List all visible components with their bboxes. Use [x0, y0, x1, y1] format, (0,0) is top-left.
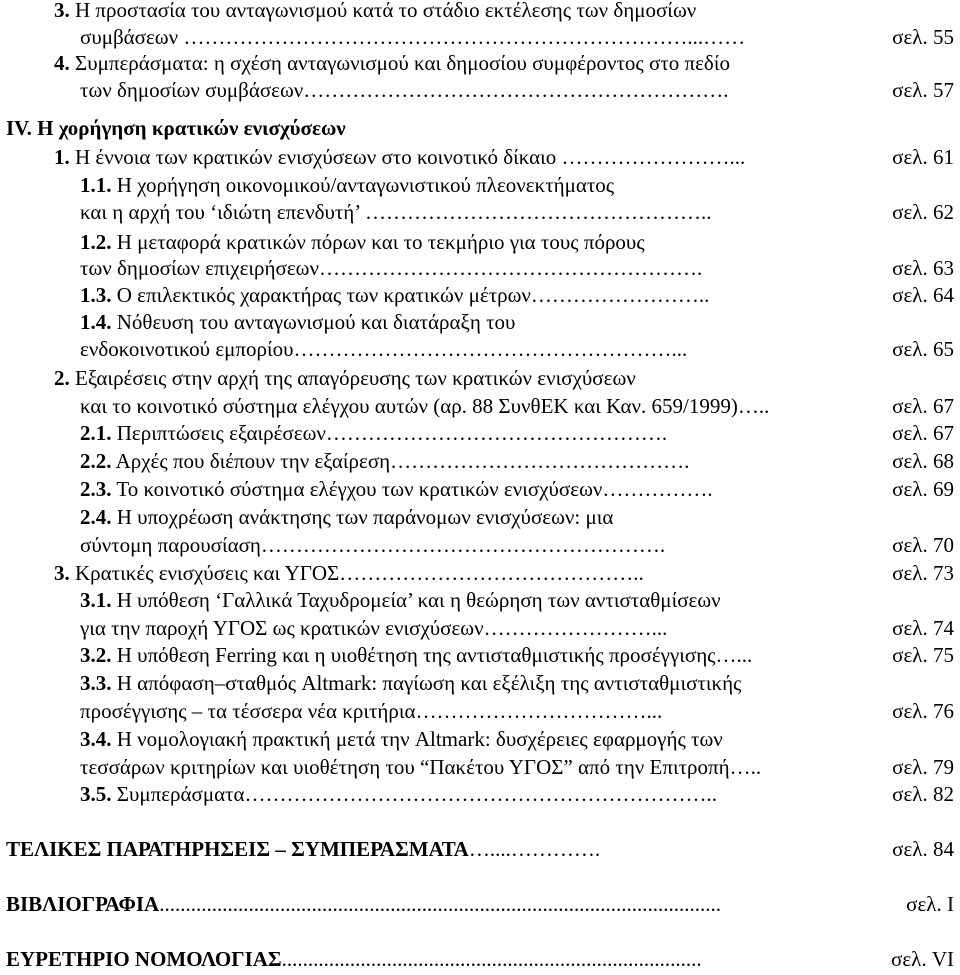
toc-entry-text: Η προστασία του ανταγωνισμού κατά το στάδιο εκτέλεσης των δημοσίων	[69, 0, 697, 22]
toc-case-law-index	[6, 947, 880, 971]
toc-entry	[80, 310, 515, 334]
toc-entry	[54, 561, 880, 585]
toc-page-number: σελ. 82	[892, 782, 954, 806]
toc-entry-number: 3.4.	[80, 727, 112, 751]
toc-entry-number: 1.	[54, 145, 70, 169]
toc-entry-number: 3.3.	[80, 671, 112, 695]
toc-entry-text: Η υποχρέωση ανάκτησης των παράνομων ενισχύσεων: μια	[111, 505, 614, 529]
toc-entry	[80, 230, 645, 254]
toc-entry-text: Συμπεράσματα…………………………………………………………..	[111, 782, 718, 806]
toc-page-number: σελ. 74	[892, 616, 954, 640]
toc-entry-text: Αρχές που διέπουν την εξαίρεση…………………………………….	[111, 449, 690, 473]
toc-page-number: σελ. 84	[892, 837, 954, 861]
toc-page-number: σελ. 70	[892, 533, 954, 557]
toc-entry-continuation	[80, 394, 880, 418]
toc-page-number: σελ. 75	[892, 643, 954, 667]
toc-entry-number: 1.3.	[80, 283, 112, 307]
toc-heading: ΒΙΒΛΙΟΓΡΑΦΙΑ	[6, 892, 160, 916]
toc-page-number: σελ. 67	[892, 394, 954, 418]
toc-entry	[80, 173, 614, 197]
toc-entry-text: Η χορήγηση οικονομικού/ανταγωνιστικού πλεονεκτήματος	[111, 173, 615, 197]
toc-entry-text: και η αρχή του ‘ιδιώτη επενδυτή’ …………………………………………..	[80, 200, 712, 224]
toc-entry-text: σύντομη παρουσίαση………………………………………………….	[80, 533, 666, 557]
toc-page-number: σελ. 57	[892, 78, 954, 102]
toc-entry-3-continuation	[80, 25, 880, 49]
toc-entry-text: και το κοινοτικό σύστημα ελέγχου αυτών (αρ. 88 ΣυνθΕΚ και Καν. 659/1999)…..	[80, 394, 770, 418]
toc-leader: …....………….	[468, 837, 601, 861]
toc-entry-continuation	[80, 256, 880, 280]
toc-page-number: σελ. VI	[891, 947, 954, 971]
toc-entry-text: Η έννοια των κρατικών ενισχύσεων στο κοινοτικό δίκαιο ……………………...	[69, 145, 746, 169]
toc-entry-number: 3.2.	[80, 643, 112, 667]
toc-entry	[54, 145, 880, 169]
toc-entry-continuation	[80, 616, 880, 640]
toc-entry-number: 1.2.	[80, 230, 112, 254]
toc-final-remarks	[6, 837, 880, 861]
toc-entry	[80, 782, 880, 806]
toc-entry	[80, 477, 880, 501]
toc-leader: ...........................................................................................................	[159, 892, 721, 916]
toc-entry-number: 2.1.	[80, 421, 112, 445]
toc-entry-text: Περιπτώσεις εξαιρέσεων………………………………………….	[111, 421, 668, 445]
toc-entry-number: 3.5.	[80, 782, 112, 806]
toc-entry-text: Η υπόθεση Ferring και η υιοθέτηση της αντισταθμιστικής προσέγγισης…...	[111, 643, 753, 667]
toc-entry	[80, 505, 613, 529]
toc-page-number: σελ. 63	[892, 256, 954, 280]
toc-entry-text: Συμπεράσματα: η σχέση ανταγωνισμού και δημοσίου συμφέροντος στο πεδίο	[69, 51, 730, 75]
toc-entry-continuation	[80, 533, 880, 557]
toc-page-number: σελ. 64	[892, 283, 954, 307]
toc-entry-text: Νόθευση του ανταγωνισμού και διατάραξη του	[111, 310, 516, 334]
toc-entry-number: 1.1.	[80, 173, 112, 197]
toc-entry-text: Η απόφαση–σταθμός Altmark: παγίωση και εξέλιξη της αντισταθμιστικής	[111, 671, 742, 695]
toc-bibliography	[6, 892, 880, 916]
toc-entry-text: ενδοκοινοτικού εμπορίου………………………………………………...	[80, 337, 688, 361]
toc-entry-number: 3.1.	[80, 588, 112, 612]
toc-entry-number: 3.	[54, 561, 70, 585]
toc-entry-text: τεσσάρων κριτηρίων και υιοθέτηση του “Πακέτου ΥΓΟΣ” από την Επιτροπή…..	[80, 755, 762, 779]
toc-entry-text: Η νομολογιακή πρακτική μετά την Altmark: δυσχέρειες εφαρμογής των	[111, 727, 723, 751]
toc-heading: ΕΥΡΕΤΗΡΙΟ ΝΟΜΟΛΟΓΙΑΣ	[6, 947, 282, 971]
toc-entry-text: Η υπόθεση ‘Γαλλικά Ταχυδρομεία’ και η θεώρηση των αντισταθμίσεων	[111, 588, 721, 612]
toc-entry-text: Η μεταφορά κρατικών πόρων και το τεκμήριο για τους πόρους	[111, 230, 645, 254]
toc-entry-number: 2.3.	[80, 477, 112, 501]
toc-entry-continuation	[80, 699, 880, 723]
toc-page-number: σελ. 65	[892, 337, 954, 361]
toc-entry-number: 2.2.	[80, 449, 112, 473]
toc-entry-text: Κρατικές ενισχύσεις και ΥΓΟΣ……………………………………..	[69, 561, 644, 585]
toc-leader: ................................................................................	[281, 947, 702, 971]
toc-page-number: σελ. 61	[892, 145, 954, 169]
toc-entry-number: 2.4.	[80, 505, 112, 529]
toc-entry	[80, 643, 880, 667]
toc-entry-number: 1.4.	[80, 310, 112, 334]
toc-entry	[80, 449, 880, 473]
toc-entry	[80, 671, 741, 695]
toc-entry-continuation	[80, 200, 880, 224]
toc-entry-text: των δημοσίων συμβάσεων…………………………………………………….	[80, 78, 729, 102]
toc-entry-4-continuation	[80, 78, 880, 102]
toc-entry-text: για την παροχή ΥΓΟΣ ως κρατικών ενισχύσεων……………………...	[80, 616, 668, 640]
toc-entry-text: Ο επιλεκτικός χαρακτήρας των κρατικών μέτρων……………………..	[111, 283, 710, 307]
toc-page-number: σελ. 67	[892, 421, 954, 445]
toc-entry	[54, 366, 636, 390]
toc-entry-text: συμβάσεων ………………………………………………………………...……	[80, 25, 746, 49]
toc-entry	[80, 727, 723, 751]
toc-heading: ΤΕΛΙΚΕΣ ΠΑΡΑΤΗΡΗΣΕΙΣ – ΣΥΜΠΕΡΑΣΜΑΤΑ	[6, 837, 469, 861]
toc-entry-number: 2.	[54, 366, 70, 390]
toc-page-number: σελ. 55	[892, 25, 954, 49]
toc-entry-text: προσέγγισης – τα τέσσερα νέα κριτήρια……………………………...	[80, 699, 663, 723]
toc-entry	[80, 283, 880, 307]
toc-entry	[80, 588, 721, 612]
toc-entry-text: Το κοινοτικό σύστημα ελέγχου των κρατικών ενισχύσεων…………….	[111, 477, 713, 501]
toc-entry-4-title	[54, 51, 730, 75]
toc-page-number: σελ. Ι	[906, 892, 954, 916]
toc-page-number: σελ. 73	[892, 561, 954, 585]
toc-entry-3-title	[54, 0, 696, 22]
toc-page-number: σελ. 62	[892, 200, 954, 224]
toc-entry-continuation	[80, 337, 880, 361]
toc-entry	[80, 421, 880, 445]
toc-entry-continuation	[80, 755, 880, 779]
toc-entry-text: Εξαιρέσεις στην αρχή της απαγόρευσης των κρατικών ενισχύσεων	[69, 366, 636, 390]
toc-page-number: σελ. 76	[892, 699, 954, 723]
toc-page-number: σελ. 79	[892, 755, 954, 779]
toc-entry-number: 3.	[54, 0, 70, 22]
section-heading: IV. Η χορήγηση κρατικών ενισχύσεων	[6, 116, 346, 140]
toc-page-number: σελ. 69	[892, 477, 954, 501]
toc-entry-text: των δημοσίων επιχειρήσεων……………………………………………….	[80, 256, 703, 280]
toc-page-number: σελ. 68	[892, 449, 954, 473]
toc-entry-number: 4.	[54, 51, 70, 75]
